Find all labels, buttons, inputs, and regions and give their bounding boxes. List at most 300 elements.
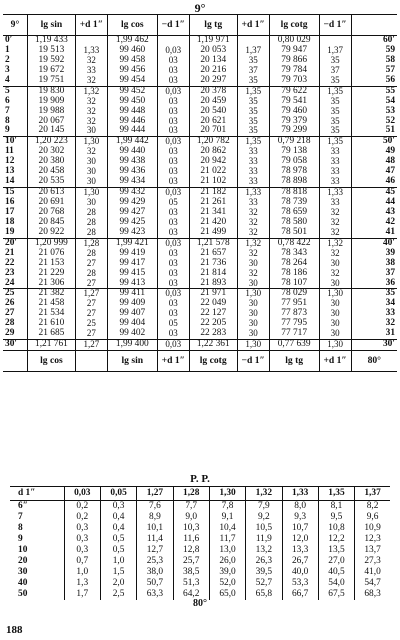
lg-sin-cell: 19 909 bbox=[27, 97, 75, 107]
pp-cell: 0,7 bbox=[64, 556, 100, 567]
d-tg-cell: 1,33 bbox=[237, 188, 269, 198]
lg-cotg-cell: 78 107 bbox=[269, 279, 319, 289]
row-minute-cell: 8 bbox=[5, 115, 10, 126]
lg-sin-cell: 21 610 bbox=[27, 319, 75, 329]
lg-cos-cell: 1,99 442 bbox=[107, 137, 157, 147]
pp-cell: 10,1 bbox=[137, 523, 173, 534]
row-minute-cell: 22 bbox=[5, 257, 15, 268]
pp-cell: 0,3 bbox=[64, 545, 100, 556]
pp-cell: 8,1 bbox=[318, 501, 354, 513]
pp-cell: 2,0 bbox=[100, 578, 136, 589]
table-row bbox=[3, 329, 397, 339]
d-cotg-cell: 35 bbox=[319, 107, 351, 117]
header-cell: +d 1″ bbox=[75, 15, 107, 36]
pp-cell: 7,9 bbox=[246, 501, 282, 513]
pp-header-row bbox=[10, 487, 390, 501]
d-cos-cell: 03 bbox=[157, 56, 189, 66]
lg-cos-cell: 99 419 bbox=[107, 249, 157, 259]
lg-tg-cell: 1,19 971 bbox=[189, 36, 237, 46]
pp-cell: 40,5 bbox=[318, 567, 354, 578]
lg-sin-cell: 21 153 bbox=[27, 259, 75, 269]
d-sin-cell: 33 bbox=[75, 66, 107, 76]
d-cos-cell: 03 bbox=[157, 167, 189, 177]
pp-cell: 1,7 bbox=[64, 589, 100, 600]
d-tg-cell: 33 bbox=[237, 177, 269, 187]
d-cos-cell: 03 bbox=[157, 218, 189, 228]
pp-cell: 52,7 bbox=[246, 578, 282, 589]
pp-cell: 67,5 bbox=[318, 589, 354, 600]
footer-cell: lg sin bbox=[107, 351, 157, 372]
pp-cell: 40,0 bbox=[282, 567, 318, 578]
d-cotg-cell: 1,32 bbox=[319, 238, 351, 248]
footer-cell: lg cos bbox=[27, 351, 75, 372]
lg-cotg-cell: 77 951 bbox=[269, 299, 319, 309]
d-cotg-cell: 33 bbox=[319, 157, 351, 167]
pp-header-cell: 0,05 bbox=[100, 487, 136, 501]
row-minute-cell: 9 bbox=[5, 125, 10, 136]
pp-cell: 0,3 bbox=[100, 501, 136, 513]
lg-cos-cell: 99 436 bbox=[107, 167, 157, 177]
pp-cell: 13,5 bbox=[318, 545, 354, 556]
lg-cotg-cell: 77 795 bbox=[269, 319, 319, 329]
header-cell: −d 1″ bbox=[157, 15, 189, 36]
lg-cotg-cell: 78 501 bbox=[269, 228, 319, 238]
pp-cell: 8,2 bbox=[355, 501, 390, 513]
d-tg-cell: 1,35 bbox=[237, 86, 269, 96]
lg-cotg-cell: 78 659 bbox=[269, 208, 319, 218]
lg-cos-cell: 99 450 bbox=[107, 97, 157, 107]
pp-cell: 64,2 bbox=[173, 589, 209, 600]
d-tg-cell: 30 bbox=[237, 329, 269, 339]
lg-cotg-cell: 79 866 bbox=[269, 56, 319, 66]
lg-cotg-cell: 0,77 639 bbox=[269, 340, 319, 351]
pp-cell: 9,6 bbox=[355, 512, 390, 523]
d-cos-cell: 03 bbox=[157, 208, 189, 218]
pp-cell: 26,0 bbox=[209, 556, 245, 567]
lg-tg-cell: 21 341 bbox=[189, 208, 237, 218]
d-cos-cell: 03 bbox=[157, 329, 189, 339]
row-minute-complement-cell: 47 bbox=[351, 167, 397, 177]
header-cell: +d 1″ bbox=[237, 15, 269, 36]
row-minute-cell: 10′ bbox=[3, 137, 27, 147]
d-sin-cell: 28 bbox=[75, 249, 107, 259]
d-cos-cell: 0,03 bbox=[157, 238, 189, 248]
row-minute-complement-cell: 40′ bbox=[351, 238, 397, 248]
table-row bbox=[3, 340, 397, 351]
lg-tg-cell: 1,20 782 bbox=[189, 137, 237, 147]
lg-tg-cell: 21 971 bbox=[189, 289, 237, 299]
d-sin-cell: 28 bbox=[75, 218, 107, 228]
row-minute-cell: 23 bbox=[5, 267, 15, 278]
d-cotg-cell: 32 bbox=[319, 269, 351, 279]
degree-title: 9° bbox=[194, 1, 206, 15]
lg-tg-cell: 21 420 bbox=[189, 218, 237, 228]
d-sin-cell: 30 bbox=[75, 167, 107, 177]
lg-tg-cell: 20 216 bbox=[189, 66, 237, 76]
pp-cell: 25,3 bbox=[137, 556, 173, 567]
table-row bbox=[3, 279, 397, 289]
pp-cell: 11,4 bbox=[137, 534, 173, 545]
pp-cell: 38,5 bbox=[173, 567, 209, 578]
pp-header-cell: 1,37 bbox=[355, 487, 390, 501]
d-sin-cell: 30 bbox=[75, 198, 107, 208]
d-sin-cell: 1,30 bbox=[75, 137, 107, 147]
d-sin-cell: 32 bbox=[75, 147, 107, 157]
pp-cell: 12,0 bbox=[282, 534, 318, 545]
pp-cell: 1,0 bbox=[100, 556, 136, 567]
d-tg-cell: 33 bbox=[237, 147, 269, 157]
lg-cos-cell: 99 415 bbox=[107, 269, 157, 279]
row-minute-complement-cell: 49 bbox=[351, 147, 397, 157]
lg-sin-cell: 20 613 bbox=[27, 188, 75, 198]
row-minute-complement-cell: 36 bbox=[351, 279, 397, 289]
lg-cos-cell: 99 440 bbox=[107, 147, 157, 157]
pp-header-cell: 1,30 bbox=[209, 487, 245, 501]
table-header-row bbox=[3, 15, 397, 36]
d-sin-cell: 28 bbox=[75, 228, 107, 238]
d-cotg-cell: 1,30 bbox=[319, 340, 351, 351]
d-cotg-cell: 30 bbox=[319, 299, 351, 309]
pp-header-cell: 1,28 bbox=[173, 487, 209, 501]
footer-cell: +d 1″ bbox=[319, 351, 351, 372]
lg-cotg-cell: 78 898 bbox=[269, 177, 319, 187]
d-cos-cell: 03 bbox=[157, 269, 189, 279]
lg-tg-cell: 21 657 bbox=[189, 249, 237, 259]
lg-sin-cell: 1,20 999 bbox=[27, 238, 75, 248]
lg-sin-cell: 19 751 bbox=[27, 76, 75, 86]
pp-cell: 10,9 bbox=[355, 523, 390, 534]
pp-cell: 40 bbox=[18, 578, 28, 588]
lg-tg-cell: 1,22 361 bbox=[189, 340, 237, 351]
row-minute-complement-cell: 39 bbox=[351, 249, 397, 259]
lg-sin-cell: 21 458 bbox=[27, 299, 75, 309]
pp-row bbox=[10, 545, 390, 556]
pp-cell: 27,3 bbox=[355, 556, 390, 567]
row-minute-cell: 20′ bbox=[3, 238, 27, 248]
lg-sin-cell: 20 458 bbox=[27, 167, 75, 177]
d-tg-cell: 37 bbox=[237, 66, 269, 76]
lg-cos-cell: 99 434 bbox=[107, 177, 157, 187]
lg-cotg-cell: 78 264 bbox=[269, 259, 319, 269]
pp-cell: 68,3 bbox=[355, 589, 390, 600]
d-sin-cell: 28 bbox=[75, 208, 107, 218]
row-minute-cell: 26 bbox=[5, 298, 15, 309]
header-cell: lg cotg bbox=[269, 15, 319, 36]
d-tg-cell: 30 bbox=[237, 299, 269, 309]
d-tg-cell: 1,30 bbox=[237, 289, 269, 299]
d-cotg-cell: 37 bbox=[319, 66, 351, 76]
d-sin-cell: 1,30 bbox=[75, 188, 107, 198]
d-sin-cell: 25 bbox=[75, 319, 107, 329]
row-minute-complement-cell: 30′ bbox=[351, 340, 397, 351]
d-cos-cell: 03 bbox=[157, 76, 189, 86]
row-minute-complement-cell: 58 bbox=[351, 56, 397, 66]
d-tg-cell: 1,37 bbox=[237, 46, 269, 56]
lg-sin-cell: 21 685 bbox=[27, 329, 75, 339]
row-minute-cell: 3 bbox=[5, 64, 10, 75]
d-cotg-cell: 32 bbox=[319, 218, 351, 228]
lg-cos-cell: 99 452 bbox=[107, 86, 157, 96]
lg-sin-cell: 20 845 bbox=[27, 218, 75, 228]
pp-header-cell: 1,32 bbox=[246, 487, 282, 501]
lg-sin-cell: 20 067 bbox=[27, 117, 75, 127]
row-minute-complement-cell: 44 bbox=[351, 198, 397, 208]
d-cotg-cell: 1,37 bbox=[319, 46, 351, 56]
d-cos-cell: 03 bbox=[157, 228, 189, 238]
d-cos-cell: 0,03 bbox=[157, 137, 189, 147]
footer-cell bbox=[75, 351, 107, 372]
lg-tg-cell: 21 261 bbox=[189, 198, 237, 208]
pp-cell: 65,0 bbox=[209, 589, 245, 600]
pp-cell: 9,2 bbox=[246, 512, 282, 523]
d-cotg-cell: 35 bbox=[319, 126, 351, 136]
row-minute-complement-cell: 43 bbox=[351, 208, 397, 218]
pp-cell: 0,5 bbox=[100, 545, 136, 556]
lg-cos-cell: 99 438 bbox=[107, 157, 157, 167]
lg-cotg-cell: 77 873 bbox=[269, 309, 319, 319]
row-minute-complement-cell: 34 bbox=[351, 299, 397, 309]
lg-sin-cell: 19 513 bbox=[27, 46, 75, 56]
lg-cos-cell: 99 417 bbox=[107, 259, 157, 269]
d-cotg-cell: 30 bbox=[319, 319, 351, 329]
pp-cell: 0,3 bbox=[64, 523, 100, 534]
footer-cell: 80° bbox=[351, 351, 397, 372]
d-sin-cell: 1,28 bbox=[75, 238, 107, 248]
lg-tg-cell: 20 540 bbox=[189, 107, 237, 117]
row-minute-complement-cell: 31 bbox=[351, 329, 397, 339]
pp-cell: 0,5 bbox=[100, 534, 136, 545]
lg-sin-cell: 21 076 bbox=[27, 249, 75, 259]
d-tg-cell: 1,30 bbox=[237, 340, 269, 351]
row-minute-cell: 29 bbox=[5, 328, 15, 339]
pp-cell: 0,2 bbox=[64, 501, 100, 513]
header-cell: lg sin bbox=[27, 15, 75, 36]
d-tg-cell: 1,35 bbox=[237, 137, 269, 147]
pp-cell: 50,7 bbox=[137, 578, 173, 589]
pp-header-cell: 1,35 bbox=[318, 487, 354, 501]
lg-cotg-cell: 79 947 bbox=[269, 46, 319, 56]
pp-cell: 9 bbox=[18, 534, 23, 544]
pp-row bbox=[10, 567, 390, 578]
lg-cotg-cell: 79 703 bbox=[269, 76, 319, 86]
row-minute-complement-cell: 51 bbox=[351, 126, 397, 136]
lg-cotg-cell: 0,79 218 bbox=[269, 137, 319, 147]
lg-cotg-cell: 78 580 bbox=[269, 218, 319, 228]
lg-tg-cell: 20 459 bbox=[189, 97, 237, 107]
row-minute-complement-cell: 53 bbox=[351, 107, 397, 117]
lg-cotg-cell: 79 299 bbox=[269, 126, 319, 136]
lg-tg-cell: 1,21 578 bbox=[189, 238, 237, 248]
lg-cotg-cell: 78 739 bbox=[269, 198, 319, 208]
lg-tg-cell: 20 053 bbox=[189, 46, 237, 56]
row-minute-cell: 2 bbox=[5, 54, 10, 65]
lg-tg-cell: 20 942 bbox=[189, 157, 237, 167]
pp-header-cell: 0,03 bbox=[64, 487, 100, 501]
d-tg-cell: 32 bbox=[237, 228, 269, 238]
row-minute-cell: 30′ bbox=[3, 340, 27, 351]
pp-cell: 6″ bbox=[18, 501, 28, 511]
d-cotg-cell: 1,30 bbox=[319, 289, 351, 299]
pp-title: P. P. bbox=[190, 473, 210, 485]
d-cos-cell: 0,03 bbox=[157, 340, 189, 351]
d-cotg-cell: 32 bbox=[319, 228, 351, 238]
row-minute-cell: 19 bbox=[5, 226, 15, 237]
d-sin-cell: 28 bbox=[75, 269, 107, 279]
lg-cos-cell: 99 448 bbox=[107, 107, 157, 117]
lg-tg-cell: 20 297 bbox=[189, 76, 237, 86]
proportional-parts-table bbox=[10, 486, 390, 600]
footer-cell: lg cotg bbox=[189, 351, 237, 372]
row-minute-cell: 1 bbox=[5, 44, 10, 55]
d-cotg-cell: 1,33 bbox=[319, 188, 351, 198]
lg-cos-cell: 99 432 bbox=[107, 188, 157, 198]
lg-cotg-cell: 78 818 bbox=[269, 188, 319, 198]
pp-cell: 7,7 bbox=[173, 501, 209, 513]
d-tg-cell: 35 bbox=[237, 126, 269, 136]
d-tg-cell: 30 bbox=[237, 279, 269, 289]
pp-cell: 12,8 bbox=[173, 545, 209, 556]
d-sin-cell: 27 bbox=[75, 299, 107, 309]
d-sin-cell: 1,32 bbox=[75, 86, 107, 96]
lg-cos-cell: 99 413 bbox=[107, 279, 157, 289]
row-minute-cell: 0′ bbox=[5, 35, 13, 45]
header-cell: 9° bbox=[3, 15, 27, 36]
pp-cell: 13,7 bbox=[355, 545, 390, 556]
footer-cell: lg tg bbox=[269, 351, 319, 372]
d-cotg-cell: 32 bbox=[319, 249, 351, 259]
lg-cos-cell: 99 456 bbox=[107, 66, 157, 76]
pp-cell: 8,9 bbox=[137, 512, 173, 523]
lg-cos-cell: 99 423 bbox=[107, 228, 157, 238]
d-cos-cell: 0,03 bbox=[157, 46, 189, 56]
lg-sin-cell: 20 302 bbox=[27, 147, 75, 157]
d-tg-cell: 32 bbox=[237, 249, 269, 259]
d-cos-cell: 03 bbox=[157, 117, 189, 127]
pp-cell: 9,5 bbox=[318, 512, 354, 523]
row-minute-cell: 5 bbox=[3, 86, 27, 96]
pp-cell: 11,9 bbox=[246, 534, 282, 545]
pp-cell: 54,7 bbox=[355, 578, 390, 589]
lg-tg-cell: 21 893 bbox=[189, 279, 237, 289]
lg-cos-cell: 99 429 bbox=[107, 198, 157, 208]
pp-cell: 0,4 bbox=[100, 523, 136, 534]
pp-cell: 38,0 bbox=[137, 567, 173, 578]
lg-tg-cell: 22 205 bbox=[189, 319, 237, 329]
pp-cell: 10,4 bbox=[209, 523, 245, 534]
d-cotg-cell: 30 bbox=[319, 259, 351, 269]
lg-cotg-cell: 79 379 bbox=[269, 117, 319, 127]
pp-cell: 0,4 bbox=[100, 512, 136, 523]
pp-footer-degree: 80° bbox=[193, 598, 207, 609]
lg-cos-cell: 1,99 400 bbox=[107, 340, 157, 351]
table-row bbox=[3, 126, 397, 136]
pp-cell: 7 bbox=[18, 512, 23, 522]
row-minute-cell: 27 bbox=[5, 308, 15, 319]
pp-cell: 39,0 bbox=[209, 567, 245, 578]
pp-row bbox=[10, 523, 390, 534]
d-cos-cell: 03 bbox=[157, 299, 189, 309]
pp-cell: 0,3 bbox=[64, 534, 100, 545]
header-cell bbox=[351, 15, 397, 36]
d-tg-cell: 30 bbox=[237, 259, 269, 269]
d-tg-cell: 33 bbox=[237, 198, 269, 208]
pp-cell: 54,0 bbox=[318, 578, 354, 589]
lg-cos-cell: 99 454 bbox=[107, 76, 157, 86]
d-cos-cell: 0,03 bbox=[157, 289, 189, 299]
d-sin-cell: 30 bbox=[75, 157, 107, 167]
page-number: 188 bbox=[6, 624, 23, 636]
d-tg-cell: 35 bbox=[237, 117, 269, 127]
lg-cotg-cell: 78 029 bbox=[269, 289, 319, 299]
lg-cotg-cell: 78 186 bbox=[269, 269, 319, 279]
lg-cos-cell: 1,99 462 bbox=[107, 36, 157, 46]
d-tg-cell: 32 bbox=[237, 218, 269, 228]
pp-header-cell: d 1″ bbox=[10, 487, 64, 501]
lg-cotg-cell: 78 978 bbox=[269, 167, 319, 177]
d-cos-cell: 03 bbox=[157, 259, 189, 269]
lg-cotg-cell: 77 717 bbox=[269, 329, 319, 339]
row-minute-cell: 11 bbox=[5, 146, 14, 157]
d-cotg-cell: 35 bbox=[319, 117, 351, 127]
d-cos-cell: 03 bbox=[157, 66, 189, 76]
d-cos-cell: 03 bbox=[157, 126, 189, 136]
pp-cell: 9,0 bbox=[173, 512, 209, 523]
table-footer-row bbox=[3, 351, 397, 372]
row-minute-complement-cell: 33 bbox=[351, 309, 397, 319]
d-tg-cell: 33 bbox=[237, 157, 269, 167]
d-cos-cell: 03 bbox=[157, 279, 189, 289]
row-minute-cell: 28 bbox=[5, 318, 15, 329]
row-minute-complement-cell: 57 bbox=[351, 66, 397, 76]
pp-cell: 7,8 bbox=[209, 501, 245, 513]
d-sin-cell: 32 bbox=[75, 97, 107, 107]
pp-cell: 20 bbox=[18, 556, 28, 566]
lg-cos-cell: 99 411 bbox=[107, 289, 157, 299]
lg-sin-cell: 1,19 433 bbox=[27, 36, 75, 46]
pp-cell: 0,2 bbox=[64, 512, 100, 523]
lg-tg-cell: 22 049 bbox=[189, 299, 237, 309]
pp-cell: 9,1 bbox=[209, 512, 245, 523]
pp-cell: 66,7 bbox=[282, 589, 318, 600]
pp-body bbox=[10, 501, 390, 601]
lg-sin-cell: 19 830 bbox=[27, 86, 75, 96]
pp-cell: 26,7 bbox=[282, 556, 318, 567]
header-cell: −d 1″ bbox=[319, 15, 351, 36]
pp-cell: 10 bbox=[18, 545, 28, 555]
d-cos-cell: 0,03 bbox=[157, 188, 189, 198]
lg-sin-cell: 19 672 bbox=[27, 66, 75, 76]
lg-cos-cell: 99 409 bbox=[107, 299, 157, 309]
row-minute-complement-cell: 35 bbox=[351, 289, 397, 299]
d-cotg-cell: 1,35 bbox=[319, 86, 351, 96]
d-cos-cell: 05 bbox=[157, 319, 189, 329]
row-minute-cell: 7 bbox=[5, 105, 10, 116]
pp-header-cell: 1,33 bbox=[282, 487, 318, 501]
row-minute-complement-cell: 54 bbox=[351, 97, 397, 107]
row-minute-cell: 21 bbox=[5, 247, 15, 258]
pp-row bbox=[10, 556, 390, 567]
pp-cell: 25,7 bbox=[173, 556, 209, 567]
lg-cotg-cell: 79 622 bbox=[269, 86, 319, 96]
lg-cos-cell: 99 427 bbox=[107, 208, 157, 218]
lg-tg-cell: 20 134 bbox=[189, 56, 237, 66]
d-cotg-cell: 30 bbox=[319, 329, 351, 339]
lg-sin-cell: 21 382 bbox=[27, 289, 75, 299]
lg-sin-cell: 1,21 761 bbox=[27, 340, 75, 351]
lg-tg-cell: 21 499 bbox=[189, 228, 237, 238]
d-tg-cell: 35 bbox=[237, 97, 269, 107]
row-minute-complement-cell: 55 bbox=[351, 86, 397, 96]
